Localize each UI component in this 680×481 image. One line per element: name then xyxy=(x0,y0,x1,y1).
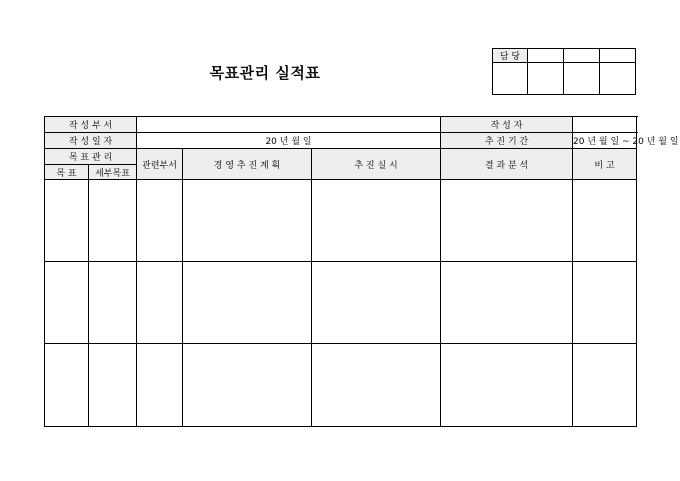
date-field[interactable]: 20 년 월 일 xyxy=(137,133,441,149)
approval-sign-cell[interactable] xyxy=(528,63,564,95)
table-row xyxy=(45,180,637,262)
table-row xyxy=(45,344,637,427)
analysis-cell[interactable] xyxy=(441,180,573,262)
author-field[interactable] xyxy=(573,117,637,133)
analysis-cell[interactable] xyxy=(441,262,573,344)
remarks-cell[interactable] xyxy=(573,180,637,262)
goal-cell[interactable] xyxy=(45,344,89,427)
approval-label: 담 당 xyxy=(493,49,528,63)
related-dept-cell[interactable] xyxy=(137,344,183,427)
remarks-cell[interactable] xyxy=(573,344,637,427)
analysis-cell[interactable] xyxy=(441,344,573,427)
approval-header-cell xyxy=(564,49,600,63)
plan-cell[interactable] xyxy=(183,180,312,262)
period-field[interactable]: 20 년 월 일 ~ 20 년 월 일 xyxy=(573,133,637,149)
execution-cell[interactable] xyxy=(312,262,441,344)
plan-cell[interactable] xyxy=(183,344,312,427)
approval-sign-cell[interactable] xyxy=(564,63,600,95)
approval-sign-cell[interactable] xyxy=(600,63,636,95)
detail-goal-cell[interactable] xyxy=(89,344,137,427)
goal-cell[interactable] xyxy=(45,180,89,262)
execution-cell[interactable] xyxy=(312,344,441,427)
related-dept-cell[interactable] xyxy=(137,180,183,262)
analysis-header: 결 과 분 석 xyxy=(441,149,573,180)
date-label: 작 성 일 자 xyxy=(45,133,137,149)
remarks-cell[interactable] xyxy=(573,262,637,344)
detail-goal-cell[interactable] xyxy=(89,180,137,262)
performance-table xyxy=(44,116,679,427)
remarks-header: 비 고 xyxy=(573,149,637,180)
goal-cell[interactable] xyxy=(45,262,89,344)
page-title: 목표관리 실적표 xyxy=(209,64,321,82)
period-label: 추 진 기 간 xyxy=(441,133,573,149)
table-row xyxy=(45,262,637,344)
goal-header: 목 표 xyxy=(45,165,89,180)
author-label: 작 성 자 xyxy=(441,117,573,133)
approval-header-cell xyxy=(600,49,636,63)
goal-mgmt-header: 목 표 관 리 xyxy=(45,149,137,165)
author-dept-field[interactable] xyxy=(137,117,441,133)
execution-header: 추 진 실 시 xyxy=(312,149,441,180)
related-dept-cell[interactable] xyxy=(137,262,183,344)
approval-box xyxy=(492,48,636,95)
plan-header: 경 영 추 진 계 획 xyxy=(183,149,312,180)
detail-goal-header: 세부목표 xyxy=(89,165,137,180)
related-dept-header: 관련부서 xyxy=(137,149,183,180)
detail-goal-cell[interactable] xyxy=(89,262,137,344)
author-dept-label: 작 성 부 서 xyxy=(45,117,137,133)
execution-cell[interactable] xyxy=(312,180,441,262)
approval-header-cell xyxy=(528,49,564,63)
plan-cell[interactable] xyxy=(183,262,312,344)
approval-sign-cell[interactable] xyxy=(493,63,528,95)
